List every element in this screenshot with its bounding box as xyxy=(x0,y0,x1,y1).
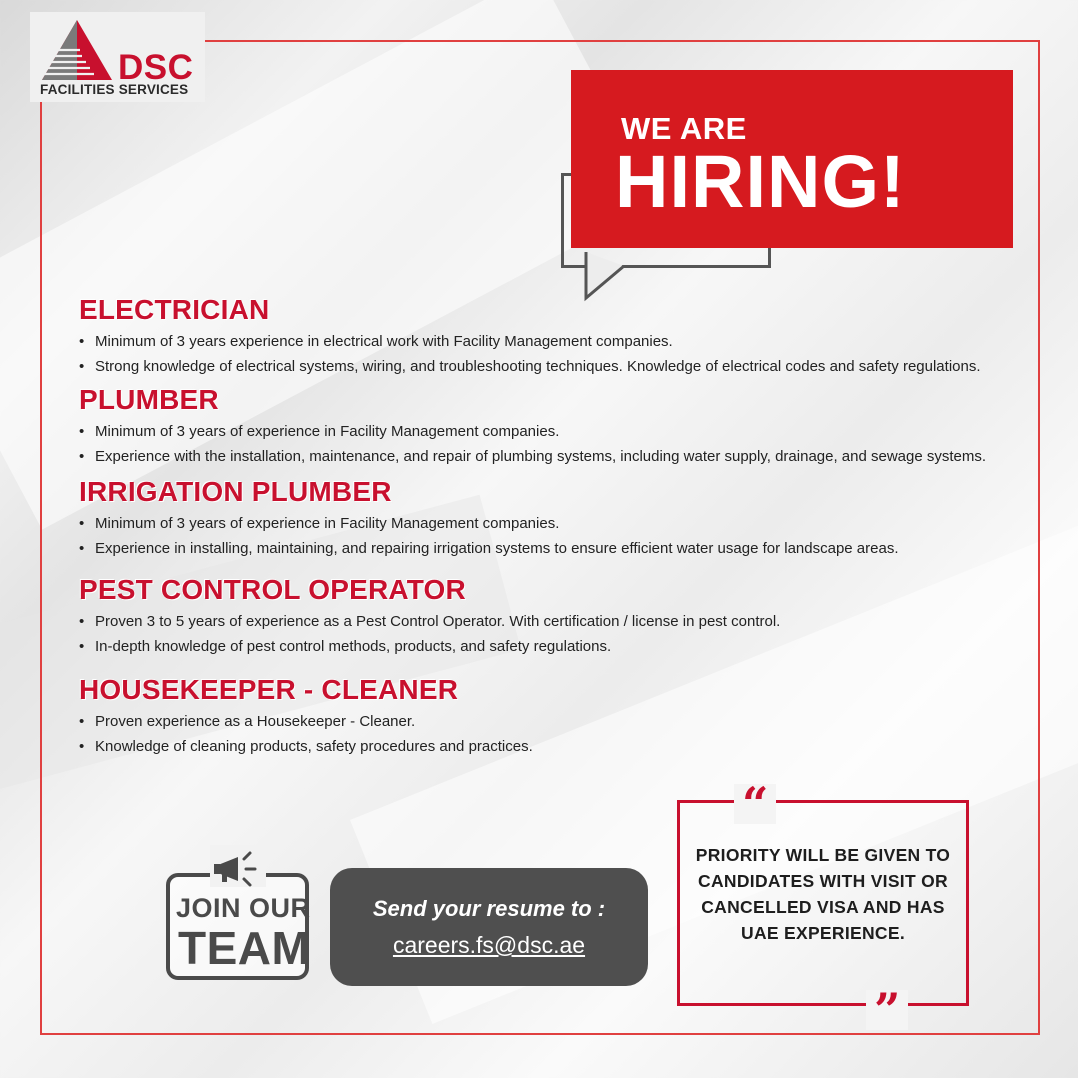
job-title: ELECTRICIAN xyxy=(79,294,270,325)
join-team-line2: TEAM xyxy=(178,922,311,974)
hiring-line2: HIRING! xyxy=(615,140,906,223)
open-quote-icon: “ xyxy=(734,784,776,824)
job-title: PLUMBER xyxy=(79,384,219,415)
list-item: • Minimum of 3 years of experience in Facility Management companies. xyxy=(95,511,1009,536)
list-item: • Minimum of 3 years of experience in Facility Management companies. xyxy=(95,419,1009,444)
job-title: IRRIGATION PLUMBER xyxy=(79,476,392,507)
list-item: • Knowledge of cleaning products, safety procedures and practices. xyxy=(95,734,1009,759)
job-title: PEST CONTROL OPERATOR xyxy=(79,574,466,605)
list-item: • Experience in installing, maintaining, and repairing irrigation systems to ensure efficient water usage for landscape areas. xyxy=(95,536,1009,561)
list-item: • Proven 3 to 5 years of experience as a Pest Control Operator. With certification / license in pest control. xyxy=(95,609,1009,634)
resume-label: Send your resume to : xyxy=(372,896,606,921)
list-item: • Experience with the installation, maintenance, and repair of plumbing systems, including water supply, drainage, and sewage systems. xyxy=(95,444,1009,469)
job-electrician xyxy=(79,293,1009,379)
join-team-line1: JOIN OUR xyxy=(176,893,311,923)
logo-name: DSC xyxy=(118,48,194,87)
logo-subtitle: FACILITIES SERVICES xyxy=(40,82,189,97)
company-logo xyxy=(38,18,198,100)
hiring-line1: WE ARE xyxy=(621,111,747,146)
job-requirements xyxy=(79,609,1009,659)
resume-email-link[interactable]: careers.fs@dsc.ae xyxy=(392,932,586,958)
list-item: • Minimum of 3 years experience in electrical work with Facility Management companies. xyxy=(95,329,1009,354)
logo-mark-icon xyxy=(40,18,114,82)
job-title: HOUSEKEEPER - CLEANER xyxy=(79,674,459,705)
job-pest-control-operator xyxy=(79,573,1009,659)
job-housekeeper-cleaner xyxy=(79,673,1009,759)
job-plumber xyxy=(79,383,1009,469)
priority-text: PRIORITY WILL BE GIVEN TO CANDIDATES WITH VISIT OR CANCELLED VISA AND HAS UAE EXPERIENCE. xyxy=(695,845,951,943)
job-requirements xyxy=(79,329,1009,379)
list-item: • Proven experience as a Housekeeper - Cleaner. xyxy=(95,709,1009,734)
close-quote-icon: ” xyxy=(866,990,908,1030)
megaphone-icon xyxy=(208,845,268,891)
job-requirements xyxy=(79,709,1009,759)
list-item: • In-depth knowledge of pest control methods, products, and safety regulations. xyxy=(95,634,1009,659)
job-requirements xyxy=(79,511,1009,561)
resume-contact-box xyxy=(330,868,648,986)
job-irrigation-plumber xyxy=(79,475,1009,561)
list-item: • Strong knowledge of electrical systems, wiring, and troubleshooting techniques. Knowledge of electrical codes and safety regulations. xyxy=(95,354,1009,379)
job-requirements xyxy=(79,419,1009,469)
job-list xyxy=(79,293,1009,759)
